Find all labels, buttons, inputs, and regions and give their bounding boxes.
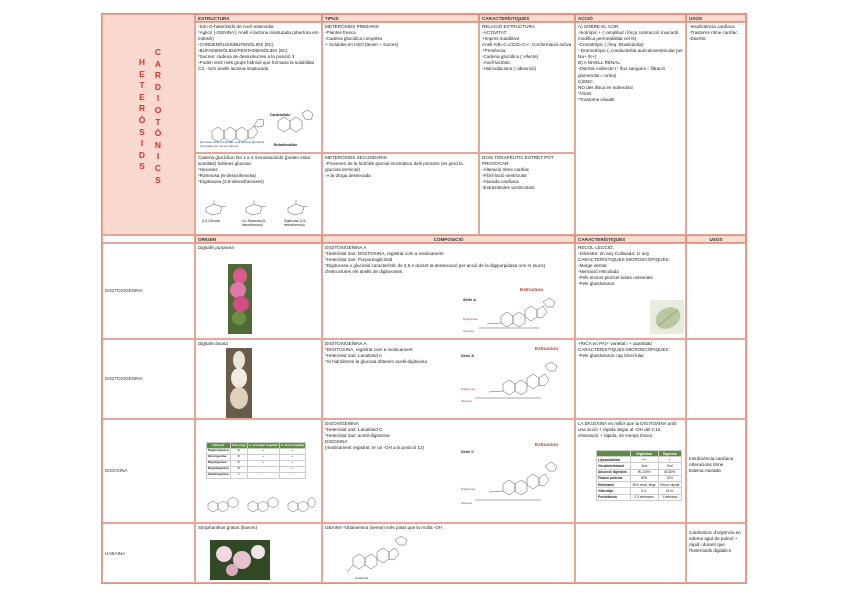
titleLeft-letter: I bbox=[140, 138, 144, 149]
table-cell: B bbox=[230, 448, 247, 454]
table-cell: Fixació proteica bbox=[597, 475, 631, 481]
titleRight-letter: R bbox=[154, 70, 162, 81]
tipus-text: METERÒSIDS PRIMARIS -Plantes fresca -Cadena glucídica completa + Solubles en H2O (tenen + sucres) bbox=[325, 24, 399, 48]
row1-usos bbox=[687, 244, 745, 246]
row2-caract-cell bbox=[575, 339, 686, 419]
svg-text:Glucosa: Glucosa bbox=[461, 399, 473, 403]
row3-origen bbox=[196, 420, 321, 422]
table-cell: + bbox=[279, 466, 305, 472]
row4-label: UABAINA bbox=[105, 551, 126, 556]
row2-caracteristiques: +RICA en PA(+ varietat i + quantitat) CARACTERÍSTIQUES MICROSCÒPIQUES: -Pels glandulosos cap bicel·lular bbox=[578, 341, 670, 359]
row4-composicio-cell bbox=[322, 523, 575, 583]
row4-usos: Cardiotònic d'urgència en edema agut de pulmó + ràpid i durant que l'heteròsids digitàlics bbox=[689, 530, 741, 554]
bufadienolide-label: Bufadienòlide bbox=[274, 143, 298, 147]
titleLeft-letter: R bbox=[138, 103, 146, 114]
row2-origen: Digitalis lanata bbox=[198, 341, 228, 346]
table-cell: Oral bbox=[630, 463, 658, 469]
digitalis-purpurea-image bbox=[228, 264, 252, 334]
table-cell: Persistència bbox=[597, 494, 631, 500]
table-cell: Via administració bbox=[597, 463, 631, 469]
table-cell: + bbox=[247, 454, 279, 460]
titleRight-letter: D bbox=[154, 81, 162, 92]
header-tipus: TIPUS bbox=[322, 14, 479, 22]
row1-composicio: DIGITOXIGENINA A *Heteròsid 3ari: DIGITOXINA, registrat com a medicament *Heteròsid 1ari: Purpureaglicòsid *Digitoxosa o glucòsid característic de 2,6 A durant la dessecació per acció de la digipurpidasa orin m (sucs) d'estructures els anells de digitoxoses bbox=[325, 245, 546, 275]
row4-label-cell bbox=[102, 523, 195, 583]
titleRight-letter: S bbox=[155, 174, 161, 185]
table-cell: - bbox=[279, 472, 305, 478]
table-cell: + bbox=[279, 454, 305, 460]
table-cell: 1 setmana bbox=[658, 494, 681, 500]
svg-text:Glucosa: Glucosa bbox=[461, 501, 473, 505]
titleRight-letter: C bbox=[154, 47, 162, 57]
table-cell: + bbox=[279, 460, 305, 466]
table-cell: 90% bbox=[630, 475, 658, 481]
table-cell: B bbox=[230, 460, 247, 466]
row4-origen-cell bbox=[195, 523, 322, 583]
estructura2-cell bbox=[195, 153, 322, 235]
table-header-cell: Dosi (mg) bbox=[231, 442, 246, 447]
table-cell: Gitaloxigenina bbox=[208, 472, 229, 477]
row1-usos-cell bbox=[686, 243, 746, 339]
row3-label-cell bbox=[102, 419, 195, 523]
row3-origen-cell bbox=[195, 419, 322, 523]
header-composicio: COMPOSICIÓ bbox=[322, 235, 575, 243]
strophanthus-image bbox=[210, 540, 270, 580]
row4-caract-cell bbox=[575, 523, 686, 583]
row1-caract-cell bbox=[575, 243, 686, 339]
row3-structures-image bbox=[204, 488, 316, 520]
row3-label: DIGOXINA bbox=[105, 468, 128, 473]
digitoxin-table bbox=[206, 442, 306, 479]
table-cell: Vida mitja bbox=[597, 488, 631, 494]
cardenolide-label: Cardenòlide bbox=[270, 113, 291, 117]
leaf-image bbox=[650, 300, 684, 334]
row3-usos-cell bbox=[686, 419, 746, 523]
titleRight-letter: N bbox=[154, 139, 162, 150]
titleRight-letter: O bbox=[154, 105, 162, 115]
titleRight-letter: C bbox=[154, 163, 162, 173]
sugar-label-glucosa: β-D-Glucosa bbox=[202, 219, 220, 223]
row4-usos-cell bbox=[686, 523, 746, 583]
table-cell: Eliminació bbox=[597, 482, 631, 488]
row2-steroid-image bbox=[459, 352, 573, 416]
table-cell: Renal, ràpida bbox=[658, 482, 681, 488]
titleLeft-letter: D bbox=[138, 149, 146, 160]
header-estructura: ESTRUCTURA bbox=[195, 14, 322, 22]
tipus2-text: METERÒSIDS SECUNDARIS -Provenen de la hidròlisi parcial enzimàtica dels primaris (es perd la glucosa terminal) -A la droga dessecada bbox=[325, 155, 463, 179]
usos-text: -Insuficiència cardíaca -Trastorns ritme cardíac -Diurètic bbox=[689, 24, 738, 42]
title-cell bbox=[102, 14, 195, 235]
row2-struct-label: Estructura bbox=[535, 346, 558, 351]
row3-composicio: DIGOXIGENINA *Heteròsid 1ari: Lanatòsid C *Heteròsid 2ari: acetil-digitoxina DIGOXINA (medicament registrat, te un -OH a la posició 12) bbox=[325, 421, 425, 451]
titleLeft-letter: E bbox=[139, 68, 145, 79]
svg-text:Ouabaïna: Ouabaïna bbox=[355, 576, 369, 580]
row4-caracteristiques bbox=[576, 524, 685, 526]
titleLeft-letter: Ò bbox=[138, 115, 146, 125]
usos-cell bbox=[686, 22, 746, 235]
titleRight-letter: Ò bbox=[154, 128, 162, 139]
header-caracteristiques: CARACTERÍSTIQUES bbox=[479, 14, 575, 22]
row4-origen: Strophanthus gratus (llavors) bbox=[198, 525, 257, 530]
tipus-cell bbox=[322, 22, 479, 153]
table-cell: - bbox=[247, 472, 279, 478]
row2-origen-cell bbox=[195, 339, 322, 419]
table-cell: C bbox=[230, 472, 247, 478]
digitalis-lanata-image bbox=[226, 348, 252, 418]
svg-text:Glucosa: Glucosa bbox=[463, 329, 475, 333]
header-usos: USOS bbox=[686, 14, 746, 22]
sugar-label-digitoxosa: Digitoxosa (2,6-desoxihexosa) bbox=[284, 219, 307, 228]
table-cell: + bbox=[247, 448, 279, 454]
header-origen: ORIGEN bbox=[195, 235, 322, 243]
sugar-structures-image bbox=[200, 198, 318, 220]
sugar-label-ramnosa: α-L-Ramnosa (6-desoxihexosa) bbox=[242, 219, 267, 228]
row2-serie: Sèrie A bbox=[461, 354, 474, 358]
row2-usos bbox=[687, 340, 745, 342]
table-cell: Gitoxigenina bbox=[207, 454, 231, 460]
table-cell: +++ bbox=[630, 457, 658, 463]
titleRight-letter: I bbox=[156, 93, 160, 104]
row2-composicio-cell bbox=[322, 339, 575, 419]
row3-composicio-cell bbox=[322, 419, 575, 523]
titleRight-letter: A bbox=[154, 58, 162, 69]
header-usos-2: USOS bbox=[686, 235, 746, 243]
row3-struct-label: Estructura bbox=[535, 442, 558, 447]
row1-composicio-cell bbox=[322, 243, 575, 339]
estructura2-text: Cadena glucídica: De 1 a 4 monosacàrids (poden estar acetilats) fultimes glucosa: *Hexoses *Ramnosa (6-desoxihexosa) *Digitoxosa (2,6-desoxihexoses) bbox=[198, 155, 311, 185]
row4-composicio: UBAINA *Ubainenina (sense) més polar que la molta -OH bbox=[325, 525, 443, 530]
table-cell: 90% renal, fetge bbox=[630, 482, 658, 488]
titleRight-letter: I bbox=[156, 151, 160, 162]
compare-table bbox=[596, 450, 682, 501]
table-header-cell: Digoxina bbox=[658, 451, 681, 457]
titleLeft-letter: S bbox=[139, 126, 145, 137]
row1-origen-cell bbox=[195, 243, 322, 339]
row1-caracteristiques: RECOL·LECCIÓ: -Silvestre: 2n any Cultivada: 1r any CARACTERÍSTIQUES MICROSCÒPIQUES: -Marge dentat -Nervació reticulada -Pels tectors pluricel·lulars uniseriats -Pels glandulosos bbox=[578, 245, 670, 287]
svg-text:Digitoxosa: Digitoxosa bbox=[461, 487, 476, 491]
row1-steroid-image bbox=[461, 294, 571, 338]
row3-steroid-image bbox=[459, 448, 573, 520]
table-cell: Liposolubilitat bbox=[597, 457, 631, 463]
header-accio: ACCIÓ bbox=[575, 14, 686, 22]
table-cell: 6 d. bbox=[630, 488, 658, 494]
caract-text: RELACIÓ ESTRUCTURA -ACTIVITAT: +Impres inadditive Anell A/B=C-c/C/D=C-c: Conformació activa +Presència: -Cadena glucídica (↑efecte) -Anell lactònic -Hidroxilacions (↑absorció) bbox=[482, 24, 572, 72]
table-cell: 2-3 setmanes bbox=[630, 494, 658, 500]
estructura-cell bbox=[195, 22, 322, 153]
table-cell: B bbox=[230, 454, 247, 460]
table-cell: 60-80% bbox=[658, 469, 681, 475]
blank-header-cell bbox=[102, 235, 195, 243]
row1-label-cell bbox=[102, 243, 195, 339]
row1-origen: Digitalis purpurea bbox=[198, 245, 234, 250]
table-header-cell: A. tòxic (mg/dia) bbox=[280, 442, 304, 447]
table-cell: + bbox=[247, 460, 279, 466]
svg-text:Digitoxosa: Digitoxosa bbox=[461, 387, 476, 391]
row1-serie: Sèrie A bbox=[463, 298, 476, 302]
table-cell: Oral bbox=[658, 463, 681, 469]
table-cell: 24 hr. bbox=[658, 488, 681, 494]
table-cell: Absorció digestiva bbox=[597, 469, 631, 475]
table-cell: Digoxigenina bbox=[207, 460, 231, 466]
row3-caract-cell bbox=[575, 419, 686, 523]
table-cell: Diginatigenina bbox=[208, 466, 229, 471]
row3-caracteristiques: LA DIGOXINA es millor que la DIGITOXINA amb una acció + ràpida degut al -OH del C12, eliminació + ràpida, és menys tòxica bbox=[578, 421, 677, 439]
table-row bbox=[597, 494, 682, 500]
titleLeft-letter: H bbox=[138, 57, 146, 67]
study-sheet bbox=[101, 13, 747, 584]
table-cell: 90-100% bbox=[630, 469, 658, 475]
table-header-cell: A. principal (mg/dia) bbox=[248, 442, 278, 447]
accio-text: A) SOBRE EL COR: -Inotròpic + (↑amplitud i força contracció miocardi, modifica permeabilitat cel·ls) -Cronotròpic (↓freq. Bradicàrdia) - Dromotròpic (↓conductivitat auriculoventricular per Na+ /K+) B) A NIVELL RENAL: -Diürètic indirecte (↑ flux sanguini ↑ filtració glomerular=↑orina) C)SNC: NO des llisca en sobredosi *Vòmit *Trastorns visuals bbox=[578, 24, 683, 102]
svg-text:Digitoxosa: Digitoxosa bbox=[463, 317, 478, 321]
table-cell: - bbox=[247, 466, 279, 472]
ouabain-structure-image bbox=[343, 534, 413, 582]
row3-usos: Insuficiència cardíaca Alteracions ritme Edema Aturada bbox=[689, 456, 734, 474]
header-caracteristiques-2: CARACTERÍSTIQUES bbox=[575, 235, 686, 243]
caract2-text: DOSI TERAPÈUTIC ESTRET POT PROVOCAR: -Alteració ritme cardíac -Fibril·lació ventricular -Aturada cardíaca -Extrasístoles ventriculars bbox=[482, 155, 554, 191]
table-cell: 20% bbox=[658, 475, 681, 481]
table-cell: Digitoxigenina bbox=[208, 448, 229, 453]
table-cell: B bbox=[230, 466, 247, 472]
tipus2-cell bbox=[322, 153, 479, 235]
caract-cell bbox=[479, 22, 575, 153]
estructura-text: -Són O-heteròsids de nucli esteroidal *Aglicó (-GENINA): Anell A lactona insaturada (obertura em mitosis) -CARDENÒLIDS/BUFENÒLIDS (5C) -BUFADIENÒLIDS/PENTADIENÒLIDS (6C) *Sucres: cadena de desoxisucres a la posició 3 -Poden tenir més grups hidroxil que formaria la solubilitat C3, -Són anells lactona insaturada bbox=[198, 24, 319, 72]
row1-label: DIGITOXIGENINA bbox=[105, 288, 143, 293]
row2-usos-cell bbox=[686, 339, 746, 419]
caract2-cell bbox=[479, 153, 575, 235]
row2-composicio: DIGITOXIGENINA A *DIGITOXINA, registrat com a medicament *Heteròsid 1ari: Lanatòsid A *Si hidrolitzem la glucosa obtenim acetil-digitoxina bbox=[325, 341, 427, 365]
table-cell: + bbox=[658, 457, 681, 463]
accio-cell bbox=[575, 22, 686, 235]
row2-label: DIGITOXIGENINA bbox=[105, 376, 143, 381]
estructura-caption: Els heteròsids presenten una cadena glucídica, integrada per sucres desoxi... bbox=[200, 140, 266, 148]
table-header-cell: Glicòsid bbox=[207, 443, 231, 449]
row3-serie: Sèrie C bbox=[461, 450, 475, 454]
table-cell: + bbox=[279, 448, 305, 454]
titleLeft-letter: S bbox=[139, 161, 145, 172]
table-header-cell: Digitoxina bbox=[630, 451, 658, 457]
titleRight-letter: T bbox=[155, 116, 161, 127]
titleLeft-letter: T bbox=[139, 80, 145, 91]
row1-struct-label: Estructura bbox=[520, 287, 543, 292]
row2-label-cell bbox=[102, 339, 195, 419]
table-row bbox=[207, 472, 306, 478]
titleLeft-letter: E bbox=[139, 91, 145, 102]
